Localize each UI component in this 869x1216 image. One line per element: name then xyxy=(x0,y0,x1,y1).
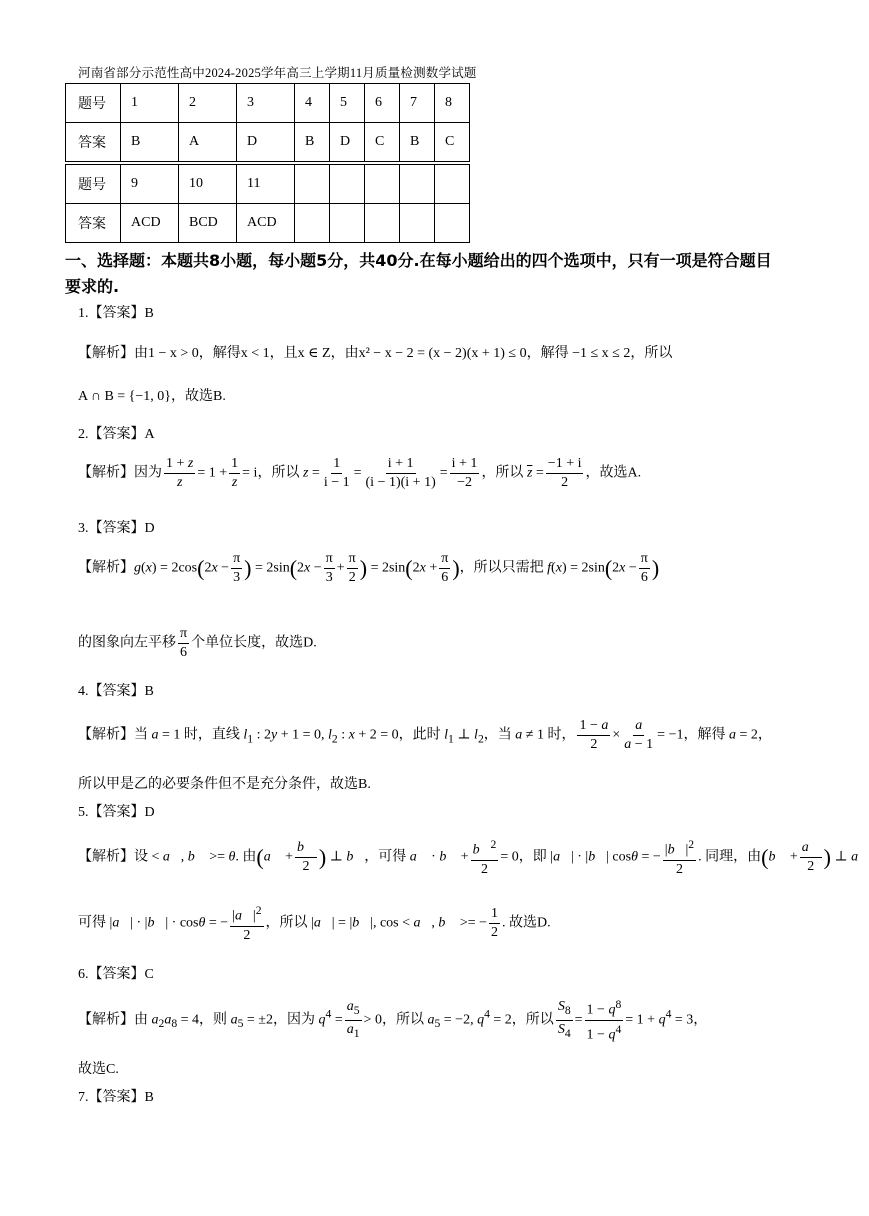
explanation-5-cont: 可得 |a⃗| · |b⃗| · cosθ = − $\frac{|a⃗|^2}{2}$ ，所以 |a⃗| = |b⃗|, cos < a⃗, b⃗ >= − $\frac{1}{2}$ . 故选D. xyxy=(78,904,551,943)
table-cell: D xyxy=(330,123,365,162)
table-cell: 1 xyxy=(121,84,179,123)
table-cell: 8 xyxy=(435,84,470,123)
table-cell xyxy=(365,165,400,204)
table-cell: 10 xyxy=(179,165,237,204)
explanation-6-cont: 故选C. xyxy=(78,1062,119,1077)
table-cell: B xyxy=(295,123,330,162)
explanation-1: 【解析】由1 − x > 0，解得x < 1，且x ∈ Z，由x² − x − 2 = (x − 2)(x + 1) ≤ 0，解得 −1 ≤ x ≤ 2，所以 xyxy=(78,346,673,361)
table-cell xyxy=(400,204,435,243)
answer-table-1 xyxy=(65,83,470,162)
table-header-cell: 题号 xyxy=(66,84,121,123)
table-row xyxy=(66,204,470,243)
answer-1: 1.【答案】B xyxy=(78,306,154,321)
table-row xyxy=(66,84,470,123)
table-cell: BCD xyxy=(179,204,237,243)
section-heading: 一、选择题：本题共8小题，每小题5分，共40分.在每小题给出的四个选项中，只有一项是符合题目要求的. xyxy=(65,251,772,296)
table-cell: 9 xyxy=(121,165,179,204)
document-title: 河南省部分示范性高中2024-2025学年高三上学期11月质量检测数学试题 xyxy=(78,66,477,80)
table-cell: 3 xyxy=(237,84,295,123)
table-header-cell: 答案 xyxy=(66,204,121,243)
table-cell: 6 xyxy=(365,84,400,123)
table-cell: C xyxy=(435,123,470,162)
explanation-4: 【解析】当 a = 1 时，直线 $l_1$ : 2y + 1 = 0, $l_2$ : x + 2 = 0，此时 $l_1$ ⊥ $l_2$，当 a ≠ 1 时， $\frac{1 - a}{2}$ × $\frac{a}{a - 1}$ = −1，解得 a = 2， xyxy=(78,718,772,752)
table-cell xyxy=(295,204,330,243)
explanation-5: 【解析】设 < a⃗, b⃗ >= θ. 由(a⃗ + $\frac{b⃗}{2}$ ) ⊥ b⃗，可得 a⃗ · b⃗ + $\frac{b⃗^2}{2}$ = 0，即 |a⃗| · |b⃗| cosθ = − $\frac{|b⃗|^2}{2}$ . 同理，由(b⃗ + $\frac{a⃗}{2}$ ) ⊥ a⃗ xyxy=(78,838,869,877)
answer-2: 2.【答案】A xyxy=(78,427,155,442)
table-cell: ACD xyxy=(237,204,295,243)
table-cell: 4 xyxy=(295,84,330,123)
answer-4: 4.【答案】B xyxy=(78,684,154,699)
explanation-2: 【解析】因为 $\frac{1 + z}{z}$ = 1 + $\frac{1}{z}$ = i，所以 z = $\frac{1}{i - 1}$ = $\frac{i + 1}{(i - 1)(i + 1)}$ = $\frac{i + 1}{-2}$ ，所以 $\overline{z}$ = $\frac{-1 + i}{2}$ ，故选A. xyxy=(78,456,642,490)
table-cell xyxy=(330,204,365,243)
table-cell: 11 xyxy=(237,165,295,204)
answer-6: 6.【答案】C xyxy=(78,967,154,982)
table-cell xyxy=(330,165,365,204)
answer-3: 3.【答案】D xyxy=(78,521,155,536)
answer-7: 7.【答案】B xyxy=(78,1090,154,1105)
table-cell: 5 xyxy=(330,84,365,123)
table-cell: B xyxy=(400,123,435,162)
table-row xyxy=(66,165,470,204)
table-header-cell: 题号 xyxy=(66,165,121,204)
table-cell xyxy=(295,165,330,204)
table-cell xyxy=(435,204,470,243)
explanation-1-cont: A ∩ B = {−1, 0}，故选B. xyxy=(78,389,226,404)
table-cell: ACD xyxy=(121,204,179,243)
table-cell xyxy=(365,204,400,243)
table-cell: B xyxy=(121,123,179,162)
explanation-6: 【解析】由 $a_2a_8 = 4$，则 $a_5 = \pm 2$，因为 $q^4$ = $\frac{a_5}{a_1}$ > 0，所以 $a_5 = -2$, $q^4 = 2$，所以 $\frac{S_8}{S_4}$ = $\frac{1 - q^8}{1 - q^4}$ = $1 + q^4 = 3$， xyxy=(78,998,708,1043)
table-cell: D xyxy=(237,123,295,162)
table-header-cell: 答案 xyxy=(66,123,121,162)
table-row xyxy=(66,123,470,162)
table-cell: 7 xyxy=(400,84,435,123)
table-cell: 2 xyxy=(179,84,237,123)
explanation-3-cont: 的图象向左平移 $\frac{\pi}{6}$ 个单位长度，故选D. xyxy=(78,626,317,660)
table-cell: C xyxy=(365,123,400,162)
explanation-4-cont: 所以甲是乙的必要条件但不是充分条件，故选B. xyxy=(78,777,371,792)
table-cell: A xyxy=(179,123,237,162)
answer-table-2 xyxy=(65,164,470,243)
explanation-3: 【解析】g(x) = 2cos(2x − $\frac{\pi}{3}$ ) = 2sin(2x − $\frac{\pi}{3}$ + $\frac{\pi}{2}$ ) = 2sin(2x + $\frac{\pi}{6}$ )，所以只需把 f(x) = 2sin(2x − $\frac{\pi}{6}$ ) xyxy=(78,551,660,585)
table-cell xyxy=(400,165,435,204)
answer-5: 5.【答案】D xyxy=(78,805,155,820)
table-cell xyxy=(435,165,470,204)
